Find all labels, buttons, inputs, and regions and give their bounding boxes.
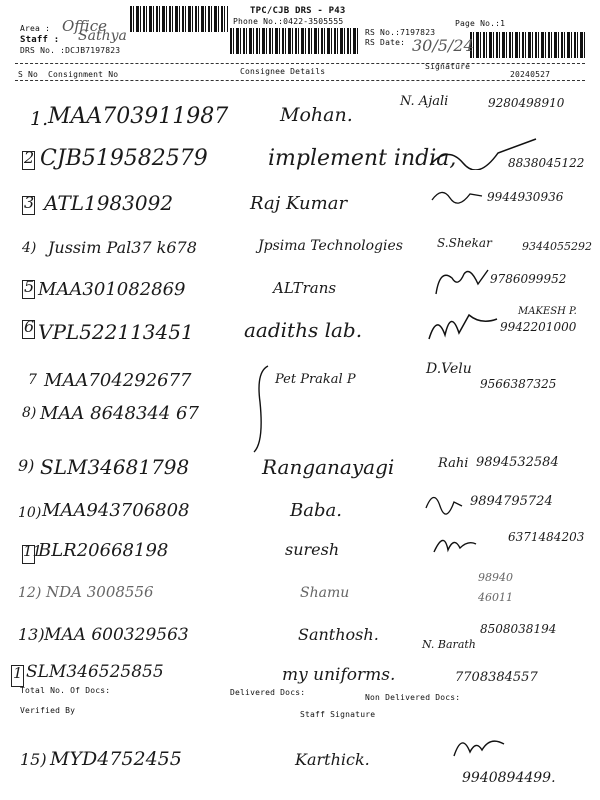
column-consignment-no: Consignment No (48, 70, 119, 79)
column-signature: Signature (425, 62, 471, 71)
handwritten-area: Office (62, 17, 107, 35)
row-number: 1 (13, 664, 23, 682)
document-title: TPC/CJB DRS - P43 (250, 6, 346, 16)
rs-number: RS No.:7197823 (365, 28, 436, 37)
receiver-phone: 9940894499. (462, 770, 556, 786)
consignee-name: Karthick. (295, 750, 370, 769)
row-number: 11 (23, 542, 43, 560)
consignee-name: Ranganayagi (262, 455, 395, 479)
receiver-phone: 9566387325 (480, 377, 557, 391)
barcode-left (130, 6, 228, 32)
receiver-phone: 9786099952 (490, 272, 567, 286)
receiver-phone: 8508038194 (480, 622, 557, 636)
consignee-name: Shamu (300, 585, 350, 601)
area-label: Area : (20, 24, 51, 33)
consignee-name: my uniforms. (282, 665, 396, 685)
consignee-name: Jpsima Technologies (258, 238, 403, 254)
consignment-number: MAA 600329563 (44, 625, 189, 645)
consignee-name: aadiths lab. (244, 318, 363, 342)
receiver-phone: 9942201000 (500, 320, 577, 334)
consignment-number: BLR20668198 (38, 540, 169, 561)
row-number: 13) (18, 625, 45, 644)
header-divider (15, 63, 585, 64)
consignee-name: Mohan. (280, 104, 353, 126)
receiver-phone: 9894795724 (470, 494, 553, 509)
receiver-signature (422, 488, 467, 518)
consignment-number: MAA703911987 (48, 104, 229, 129)
consignment-number: MAA943706808 (42, 500, 190, 521)
handwritten-staff: Sathya (78, 28, 127, 44)
receiver-signature (425, 305, 500, 343)
receiver-phone: 9894532584 (476, 455, 559, 470)
consignment-number: ATL1983092 (44, 191, 174, 215)
row-number: 2 (24, 148, 35, 167)
row-number: 10) (18, 505, 42, 521)
receiver-signature (430, 264, 490, 298)
receiver-phone: 9344055292 (522, 240, 592, 253)
consignment-number: MAA704292677 (44, 370, 192, 391)
column-sno: S No (18, 70, 39, 79)
receiver-signature (430, 528, 480, 560)
consignment-number: VPL522113451 (38, 320, 194, 344)
column-consignee-details: Consignee Details (240, 67, 326, 76)
non-delivered-docs-label: Non Delivered Docs: (365, 693, 461, 702)
consignment-number: CJB519582579 (40, 146, 208, 171)
receiver-phone: 9280498910 (488, 96, 565, 110)
signature-note: MAKESH P. (518, 306, 577, 317)
consignee-name: implement india, (268, 146, 457, 171)
grouping-bracket (250, 362, 272, 457)
consignee-name: Santhosh. (298, 625, 379, 644)
signature-note: N. Barath (422, 638, 476, 651)
row-number: 8) (22, 405, 37, 421)
row-number: 6 (24, 317, 35, 336)
receiver-phone: 98940 46011 (478, 571, 513, 604)
staff-signature-label: Staff Signature (300, 710, 376, 719)
consignee-name: suresh (285, 540, 340, 559)
consignment-number: MAA 8648344 67 (40, 403, 199, 424)
signature-note: N. Ajali (400, 94, 449, 109)
row-number: 9) (18, 456, 35, 475)
total-docs-label: Total No. Of Docs: (20, 686, 111, 695)
verified-by-label: Verified By (20, 706, 76, 715)
rs-date-label: RS Date: (365, 38, 406, 47)
consignment-number: Jussim Pal37 k678 (48, 238, 197, 257)
row-number: 4) (22, 240, 37, 256)
receiver-phone: 9944930936 (487, 190, 564, 204)
signature-note: D.Velu (426, 361, 472, 377)
row-number: 7 (28, 372, 37, 388)
consignee-name: Raj Kumar (250, 193, 348, 214)
consignee-name: ALTrans (273, 279, 337, 297)
signature-note: S.Shekar (437, 236, 492, 250)
consignment-number: MAA301082869 (38, 279, 186, 300)
consignee-name: Baba. (290, 500, 342, 521)
receiver-phone: 8838045122 (508, 156, 585, 170)
receiver-phone: 7708384557 (455, 670, 538, 685)
column-date-stamp: 20240527 (510, 70, 551, 79)
row-number: 15) (20, 750, 47, 769)
row-number: 5 (24, 277, 35, 296)
staff-label: Staff : (20, 35, 60, 45)
phone-number: Phone No.:0422-3505555 (233, 17, 344, 26)
columns-divider (15, 80, 585, 81)
page-number: Page No.:1 (455, 19, 506, 28)
signature-note: Rahi (438, 456, 469, 471)
row-number: 3 (24, 193, 35, 212)
receiver-signature (448, 730, 508, 762)
consignment-number: MYD4752455 (50, 748, 182, 770)
barcode-right (470, 32, 585, 58)
consignment-number: NDA 3008556 (46, 583, 154, 601)
consignee-name: Pet Prakal P (275, 372, 356, 387)
row-number: 1. (30, 108, 49, 130)
consignment-number: SLM34681798 (40, 455, 190, 479)
barcode-center (230, 28, 360, 54)
consignment-number: SLM346525855 (26, 662, 164, 682)
handwritten-rs-date: 30/5/24 (412, 36, 474, 55)
delivered-docs-label: Delivered Docs: (230, 688, 306, 697)
receiver-signature (430, 184, 485, 206)
receiver-phone: 6371484203 (508, 530, 585, 544)
drs-number: DRS No. :DCJB7197823 (20, 46, 121, 55)
row-number: 12) (18, 585, 42, 601)
